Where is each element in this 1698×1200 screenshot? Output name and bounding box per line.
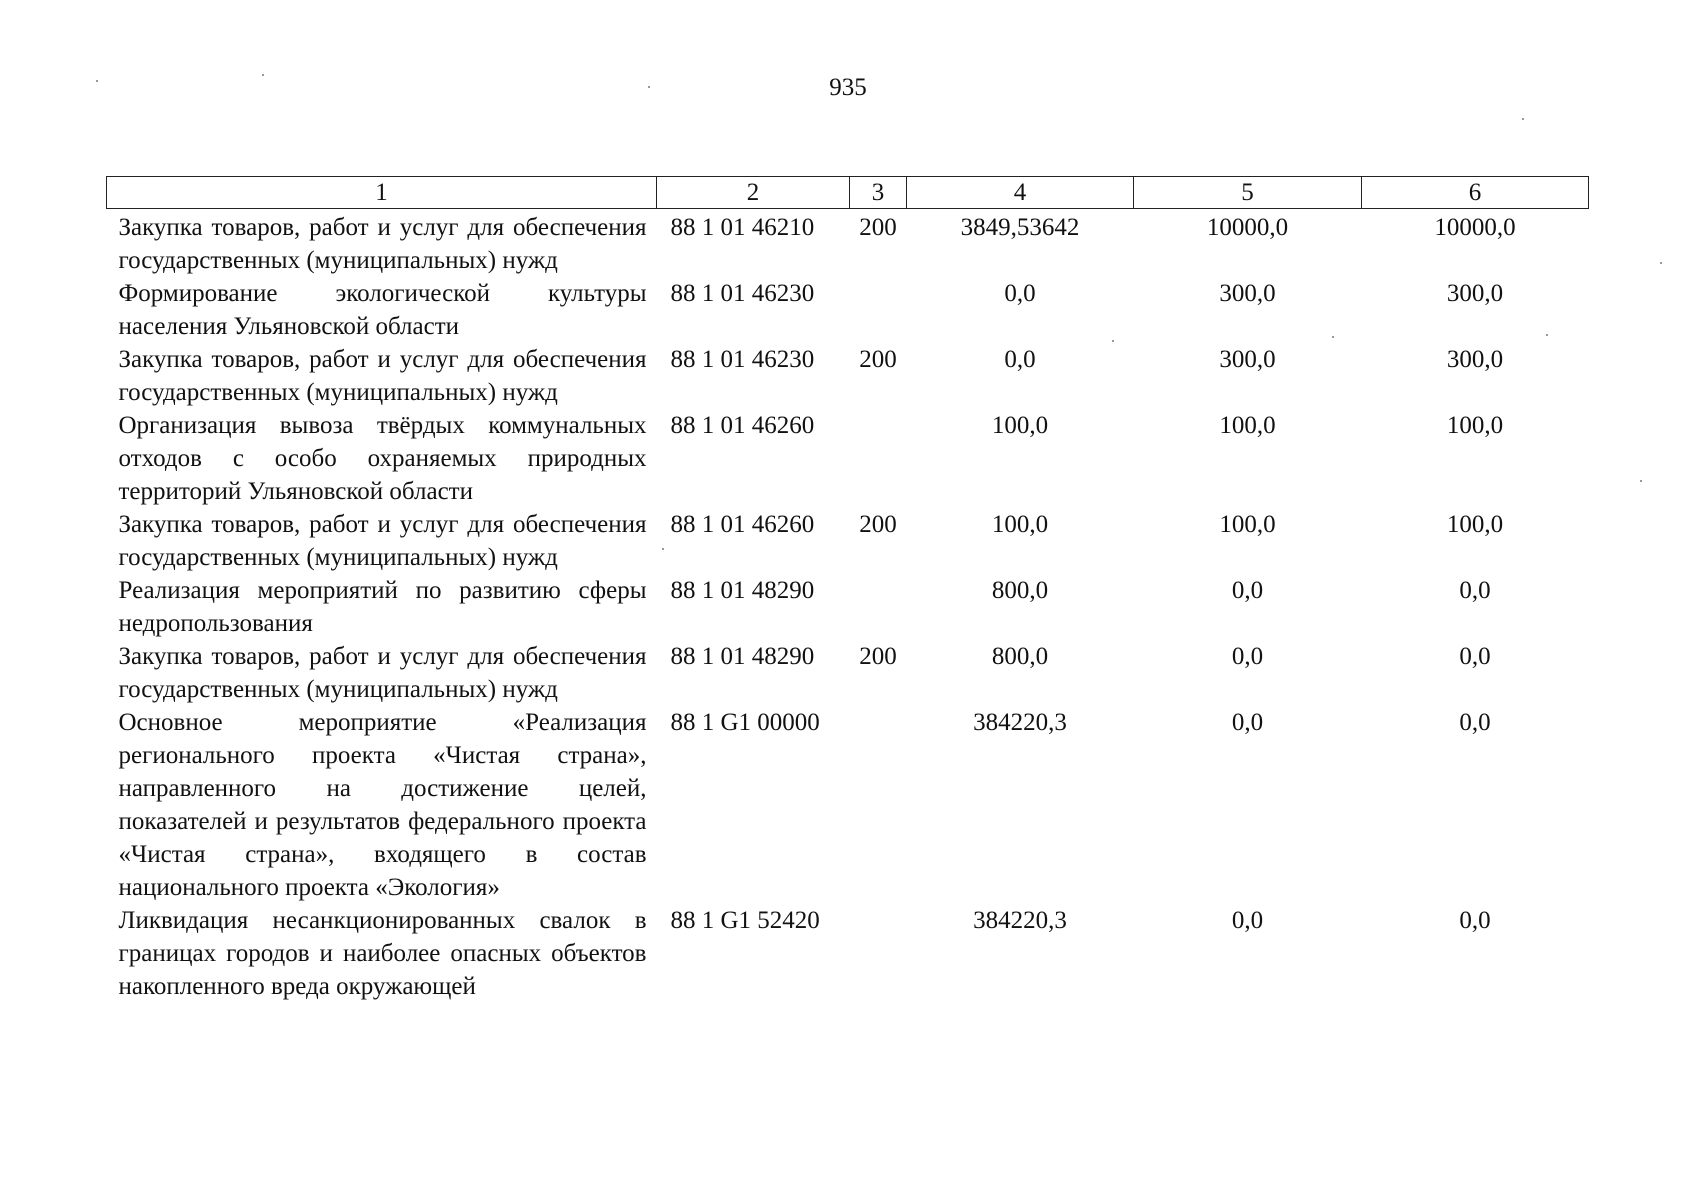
row-value-4: 384220,3	[973, 907, 1067, 934]
row-code: 88 1 01 46210	[670, 214, 815, 241]
row-code: 88 1 G1 00000	[670, 709, 820, 736]
scan-speck	[1112, 340, 1114, 342]
row-value-4: 100,0	[991, 511, 1049, 538]
scan-speck	[1660, 262, 1662, 264]
row-code: 88 1 01 46230	[670, 280, 815, 307]
table-row	[107, 277, 1589, 343]
row-value-4: 0,0	[1004, 346, 1036, 373]
row-type: 200	[859, 511, 897, 538]
row-value-6: 100,0	[1446, 511, 1504, 538]
scan-speck	[662, 548, 664, 550]
row-value-4: 0,0	[1004, 280, 1036, 307]
row-value-4: 3849,53642	[960, 214, 1080, 241]
table-row	[107, 574, 1589, 640]
row-value-5: 0,0	[1231, 577, 1264, 604]
table-row	[107, 640, 1589, 706]
table-row	[107, 409, 1589, 508]
column-header-3: 3	[850, 177, 907, 209]
column-header-5: 5	[1134, 177, 1362, 209]
row-value-6: 0,0	[1459, 577, 1491, 604]
row-value-6: 100,0	[1446, 412, 1504, 439]
row-name: Реализация мероприятий по развитию сферы недропользования	[118, 577, 647, 637]
row-value-5: 0,0	[1231, 643, 1264, 670]
scan-speck	[262, 74, 264, 76]
row-name: Ликвидация несанкционированных свалок в границах городов и наиболее опасных объектов накопленного вреда окружающей	[118, 907, 647, 1000]
scan-speck	[1546, 334, 1548, 336]
column-header-2: 2	[657, 177, 850, 209]
row-name: Закупка товаров, работ и услуг для обеспечения государственных (муниципальных) нужд	[118, 214, 647, 274]
table-row	[107, 343, 1589, 409]
row-value-6: 0,0	[1459, 709, 1491, 736]
table-row	[107, 706, 1589, 904]
row-code: 88 1 G1 52420	[670, 907, 820, 934]
row-value-5: 0,0	[1231, 709, 1264, 736]
scan-speck	[1522, 118, 1524, 120]
row-code: 88 1 01 46230	[670, 346, 815, 373]
row-name: Закупка товаров, работ и услуг для обеспечения государственных (муниципальных) нужд	[118, 511, 647, 571]
row-value-5: 300,0	[1219, 346, 1276, 373]
scan-speck	[96, 80, 98, 82]
row-value-4: 800,0	[991, 577, 1049, 604]
budget-table	[106, 176, 1589, 1003]
row-type	[850, 409, 907, 508]
table-header-row	[107, 177, 1589, 209]
row-name: Формирование экологической культуры населения Ульяновской области	[118, 280, 647, 340]
row-value-6: 10000,0	[1434, 214, 1516, 241]
row-value-5: 300,0	[1219, 280, 1276, 307]
row-name: Закупка товаров, работ и услуг для обеспечения государственных (муниципальных) нужд	[118, 643, 647, 703]
row-code: 88 1 01 48290	[670, 577, 815, 604]
row-type	[850, 574, 907, 640]
row-name: Основное мероприятие «Реализация регионального проекта «Чистая страна», направленного на достижение целей, показателей и результатов федерального проекта «Чистая страна», входящего в состав национального проекта «Экология»	[118, 709, 647, 901]
row-code: 88 1 01 46260	[670, 511, 815, 538]
table-row	[107, 508, 1589, 574]
row-type	[850, 277, 907, 343]
row-name: Организация вывоза твёрдых коммунальных отходов с особо охраняемых природных территорий Ульяновской области	[118, 412, 647, 505]
table-row	[107, 904, 1589, 1003]
row-type	[850, 904, 907, 1003]
column-header-4: 4	[907, 177, 1134, 209]
row-value-4: 100,0	[991, 412, 1049, 439]
table-row	[107, 209, 1589, 278]
row-value-5: 0,0	[1231, 907, 1264, 934]
row-type	[850, 706, 907, 904]
row-value-6: 0,0	[1459, 643, 1491, 670]
row-value-5: 100,0	[1219, 511, 1276, 538]
row-type: 200	[859, 643, 897, 670]
page-number: 935	[829, 74, 867, 101]
row-value-4: 800,0	[991, 643, 1049, 670]
row-value-5: 10000,0	[1206, 214, 1289, 241]
row-value-5: 100,0	[1219, 412, 1276, 439]
column-header-6: 6	[1362, 177, 1589, 209]
row-code: 88 1 01 46260	[670, 412, 815, 439]
scan-speck	[648, 86, 650, 88]
row-name: Закупка товаров, работ и услуг для обеспечения государственных (муниципальных) нужд	[118, 346, 647, 406]
scan-speck	[1332, 336, 1334, 338]
row-value-6: 300,0	[1446, 346, 1504, 373]
row-value-6: 0,0	[1459, 907, 1491, 934]
column-header-1: 1	[107, 177, 657, 209]
row-type: 200	[859, 214, 897, 241]
row-value-4: 384220,3	[973, 709, 1067, 736]
row-code: 88 1 01 48290	[670, 643, 815, 670]
scan-speck	[1640, 480, 1642, 482]
row-value-6: 300,0	[1446, 280, 1504, 307]
row-type: 200	[859, 346, 897, 373]
